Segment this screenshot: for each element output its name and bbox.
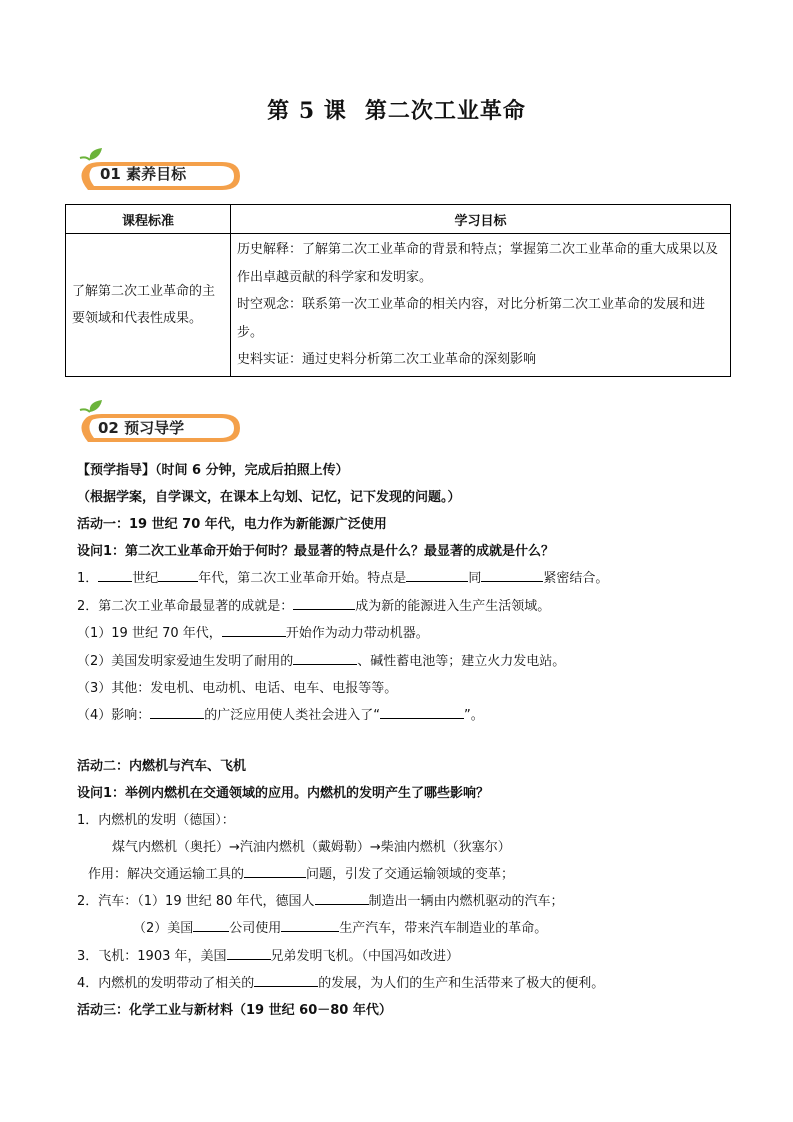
goals-table bbox=[65, 204, 731, 377]
fill-item: （1）19 世纪 70 年代， 开始作为动力带动机器。 bbox=[77, 626, 429, 641]
fill-item: （2）美国 公司使用 生产汽车，带来汽车制造业的革命。 bbox=[133, 921, 548, 936]
section-badge-preview bbox=[72, 398, 242, 446]
objective-item: 历史解释：了解第二次工业革命的背景和特点；掌握第二次工业革命的重大成果以及作出卓越贡献的科学家和发明家。 bbox=[237, 242, 719, 285]
section-badge-goals bbox=[72, 146, 242, 194]
table-header-row bbox=[66, 205, 731, 234]
guide-line: 【预学指导】（时间 6 分钟，完成后拍照上传） bbox=[77, 463, 349, 478]
guide-line: （根据学案，自学课文，在课本上勾划、记忆，记下发现的问题。） bbox=[77, 490, 461, 505]
objective-item: 史料实证：通过史料分析第二次工业革命的深刻影响 bbox=[237, 352, 537, 367]
fill-item: 2．汽车：（1）19 世纪 80 年代，德国人 制造出一辆由内燃机驱动的汽车； bbox=[77, 894, 564, 909]
fill-item: 1． 世纪 年代，第二次工业革命开始。特点是 同 紧密结合。 bbox=[77, 571, 609, 586]
fill-item: 作用：解决交通运输工具的 问题，引发了交通运输领域的变革； bbox=[88, 867, 515, 882]
lesson-number: 第 5 课 bbox=[267, 98, 347, 124]
fill-item: （4）影响： 的广泛应用使人类社会进入了“ ”。 bbox=[77, 708, 484, 723]
invention-chain: 煤气内燃机（奥托）→汽油内燃机（戴姆勒）→柴油内燃机（狄塞尔） bbox=[112, 840, 511, 855]
fill-item: （2）美国发明家爱迪生发明了耐用的 、碱性蓄电池等；建立火力发电站。 bbox=[77, 654, 566, 669]
list-item: 1．内燃机的发明（德国）： bbox=[77, 813, 235, 828]
lesson-name: 第二次工业革命 bbox=[364, 98, 526, 124]
section-title: 01 素养目标 bbox=[100, 165, 187, 183]
activity-title: 活动一：19 世纪 70 年代，电力作为新能源广泛使用 bbox=[77, 517, 387, 532]
header-objective: 学习目标 bbox=[231, 205, 731, 234]
course-standard: 了解第二次工业革命的主要领域和代表性成果。 bbox=[66, 234, 231, 377]
fill-item: 2．第二次工业革命最显著的成就是： 成为新的能源进入生产生活领域。 bbox=[77, 599, 551, 614]
objective-item: 时空观念：联系第一次工业革命的相关内容，对比分析第二次工业革命的发展和进步。 bbox=[237, 297, 706, 340]
question: 设问1：举例内燃机在交通领域的应用。内燃机的发明产生了哪些影响？ bbox=[77, 786, 490, 801]
header-standard: 课程标准 bbox=[66, 205, 231, 234]
fill-item: 4．内燃机的发明带动了相关的 的发展，为人们的生产和生活带来了极大的便利。 bbox=[77, 976, 605, 991]
page-title bbox=[0, 94, 793, 125]
list-item: （3）其他：发电机、电动机、电话、电车、电报等等。 bbox=[77, 681, 398, 696]
activity-title: 活动二：内燃机与汽车、飞机 bbox=[77, 759, 247, 774]
fill-item: 3．飞机：1903 年，美国 兄弟发明飞机。（中国冯如改进） bbox=[77, 949, 460, 964]
learning-objectives bbox=[231, 234, 731, 377]
section-title: 02 预习导学 bbox=[98, 419, 185, 437]
question: 设问1：第二次工业革命开始于何时？最显著的特点是什么？最显著的成就是什么？ bbox=[77, 544, 555, 559]
activity-title: 活动三：化学工业与新材料（19 世纪 60－80 年代） bbox=[77, 1003, 392, 1018]
table-row bbox=[66, 234, 731, 377]
